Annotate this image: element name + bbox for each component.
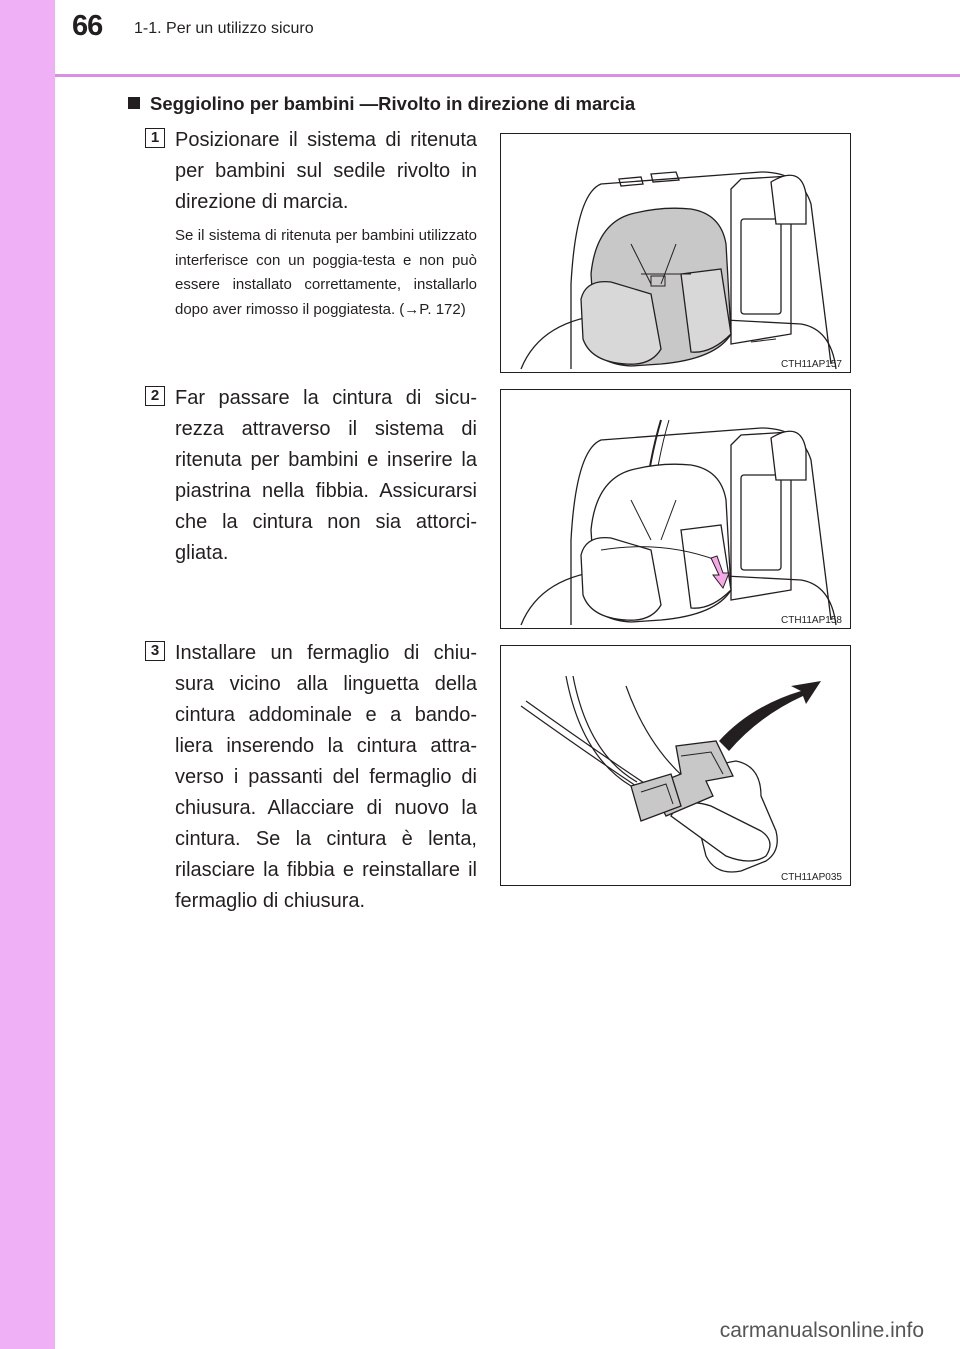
section-heading [128, 93, 635, 115]
section-title: 1-1. Per un utilizzo sicuro [134, 20, 314, 37]
page-number: 66 [72, 10, 103, 42]
step-3-text: Installare un fermaglio di chiu-sura vicino alla linguetta della cintura addominale e a bando-liera inserendo la cintura attra-verso i passanti del fermaglio di chiusura. Allacciare di nuovo la cintura. Se la cintura è lenta, rilasciare la fibbia e reinstallare il fermaglio di chiusura. [175, 642, 477, 912]
chapter-sidebar [0, 0, 55, 1349]
fig2-code: CTH11AP158 [781, 615, 842, 626]
child-seat-illustration [501, 134, 850, 372]
step-number-1: 1 [145, 128, 165, 148]
step-1-text: Posizionare il sistema di ritenuta per bambini sul sedile rivolto in direzione di marcia. [175, 129, 477, 213]
header-divider [55, 74, 960, 77]
step-number-3: 3 [145, 641, 165, 661]
step-2-text: Far passare la cintura di sicu-rezza attraverso il sistema di ritenuta per bambini e inserire la piastrina nella fibbia. Assicurarsi che la cintura non sia attorci-gliata. [175, 387, 477, 564]
figure-locking-clip [500, 645, 851, 886]
fig1-code: CTH11AP157 [781, 359, 842, 370]
figure-belt-routing [500, 389, 851, 629]
step-1-note: Se il sistema di ritenuta per bambini utilizzato interferisce con un poggia-testa e non può essere installato correttamente, installarlo dopo aver rimosso il poggiatesta. (→P. 172) [175, 227, 477, 318]
step-number-2: 2 [145, 386, 165, 406]
locking-clip-illustration [501, 646, 850, 885]
fig3-code: CTH11AP035 [781, 872, 842, 883]
figure-child-seat-position [500, 133, 851, 373]
clip-arrow-icon [719, 681, 821, 751]
heading-text: Seggiolino per bambini —Rivolto in direzione di marcia [150, 93, 636, 114]
bullet-square-icon [128, 97, 140, 109]
belt-routing-illustration [501, 390, 850, 628]
watermark: carmanualsonline.info [719, 1319, 924, 1342]
